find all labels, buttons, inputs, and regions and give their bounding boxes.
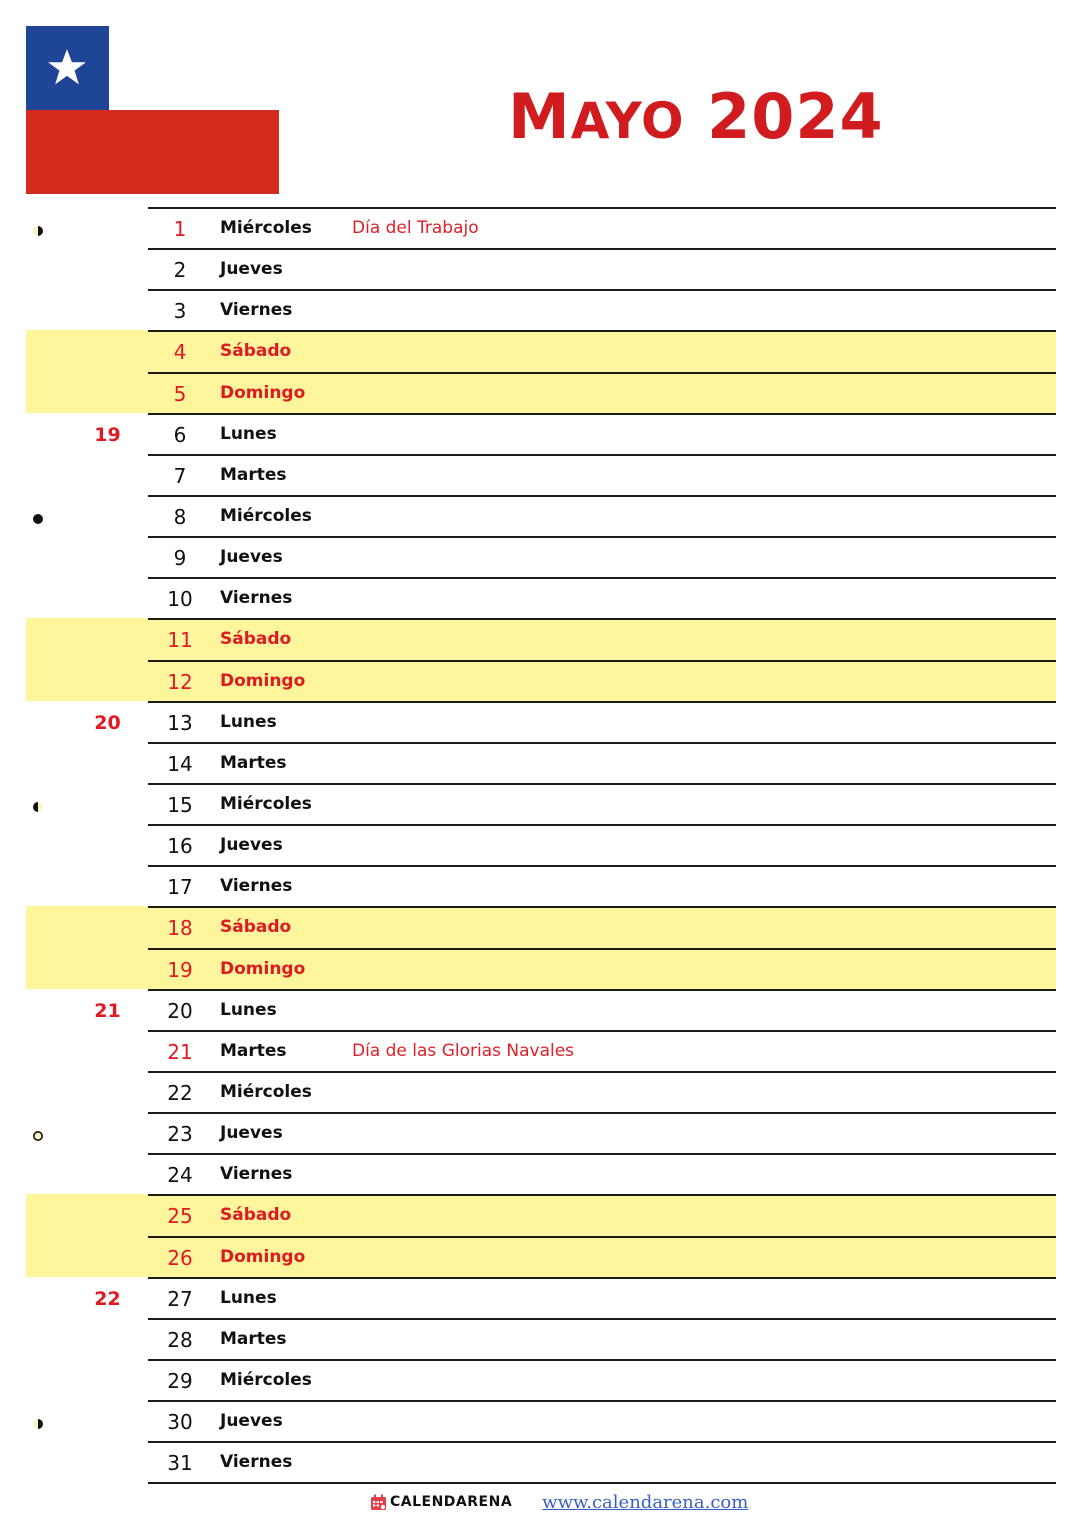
- day-number: 24: [167, 1163, 193, 1188]
- day-row: [0, 1112, 1086, 1153]
- title-year: 2024: [707, 80, 884, 153]
- day-row: [0, 742, 1086, 783]
- day-number: 12: [167, 669, 193, 694]
- day-name: Jueves: [220, 1123, 283, 1144]
- day-number: 23: [167, 1122, 193, 1147]
- day-name: Domingo: [220, 670, 306, 691]
- row-divider: [148, 289, 1056, 291]
- day-name: Lunes: [220, 1287, 277, 1308]
- row-divider: [148, 701, 1056, 703]
- day-row: [0, 989, 1086, 1030]
- holiday-label: Día del Trabajo: [352, 218, 479, 238]
- day-name: Miércoles: [220, 505, 312, 526]
- title-month-rest: AYO: [570, 92, 685, 150]
- day-name: Domingo: [220, 382, 306, 403]
- row-divider: [148, 906, 1056, 908]
- row-divider: [148, 1441, 1056, 1443]
- day-name: Domingo: [220, 958, 306, 979]
- day-list: [0, 207, 1086, 1482]
- day-row: [0, 372, 1086, 413]
- week-number: 20: [94, 711, 121, 734]
- calendar-icon: [370, 1494, 387, 1511]
- day-number: 29: [167, 1368, 193, 1393]
- day-row: [0, 1071, 1086, 1112]
- day-name: Miércoles: [220, 1081, 312, 1102]
- day-number: 17: [167, 875, 193, 900]
- week-number: 21: [94, 999, 121, 1022]
- day-row: [0, 1318, 1086, 1359]
- row-divider: [148, 1194, 1056, 1196]
- day-row: [0, 413, 1086, 454]
- day-number: 9: [173, 546, 187, 571]
- week-number: 22: [94, 1287, 121, 1310]
- row-divider: [148, 1359, 1056, 1361]
- day-name: Martes: [220, 1040, 287, 1061]
- day-number: 31: [167, 1451, 193, 1476]
- day-row: [0, 948, 1086, 989]
- day-number: 6: [173, 422, 187, 447]
- day-name: Martes: [220, 752, 287, 773]
- day-name: Viernes: [220, 300, 293, 321]
- brand-name: CALENDARENA: [390, 1494, 513, 1510]
- day-row: [0, 536, 1086, 577]
- day-number: 18: [167, 916, 193, 941]
- day-number: 11: [167, 628, 193, 653]
- day-number: 2: [173, 258, 187, 283]
- day-row: [0, 824, 1086, 865]
- day-number: 15: [167, 792, 193, 817]
- day-name: Viernes: [220, 1164, 293, 1185]
- star-icon: [46, 46, 88, 88]
- day-name: Jueves: [220, 259, 283, 280]
- footer: [370, 1490, 748, 1514]
- row-divider: [148, 1153, 1056, 1155]
- day-name: Sábado: [220, 629, 292, 650]
- day-number: 4: [173, 340, 187, 365]
- row-divider: [148, 248, 1056, 250]
- day-name: Jueves: [220, 835, 283, 856]
- day-number: 14: [167, 751, 193, 776]
- week-number: 19: [94, 423, 121, 446]
- day-row: [0, 207, 1086, 248]
- day-number: 3: [173, 299, 187, 324]
- holiday-label: Día de las Glorias Navales: [352, 1040, 575, 1061]
- row-divider: [148, 577, 1056, 579]
- day-row: [0, 618, 1086, 659]
- day-number: 27: [167, 1286, 193, 1311]
- row-divider: [148, 660, 1056, 662]
- day-row: [0, 906, 1086, 947]
- day-name: Viernes: [220, 588, 293, 609]
- row-divider: [148, 742, 1056, 744]
- row-divider: [148, 1030, 1056, 1032]
- day-name: Sábado: [220, 917, 292, 938]
- flag-red-stripe: [26, 110, 279, 194]
- day-row: [0, 1194, 1086, 1235]
- website-link[interactable]: www.calendarena.com: [542, 1491, 749, 1513]
- day-name: Sábado: [220, 341, 292, 362]
- day-name: Miércoles: [220, 218, 312, 238]
- row-divider: [148, 865, 1056, 867]
- row-divider: [148, 1112, 1056, 1114]
- day-name: Jueves: [220, 1411, 283, 1432]
- day-number: 10: [167, 587, 193, 612]
- table-bottom-line: [148, 1482, 1056, 1484]
- day-number: 5: [173, 381, 187, 406]
- day-name: Lunes: [220, 711, 277, 732]
- day-number: 8: [173, 504, 187, 529]
- day-row: [0, 865, 1086, 906]
- day-number: 20: [167, 998, 193, 1023]
- day-name: Sábado: [220, 1205, 292, 1226]
- day-row: [0, 1400, 1086, 1441]
- day-name: Domingo: [220, 1246, 306, 1267]
- day-name: Miércoles: [220, 793, 312, 814]
- day-number: 1: [173, 217, 187, 241]
- day-name: Martes: [220, 1328, 287, 1349]
- flag-canton: [26, 26, 109, 110]
- day-number: 28: [167, 1327, 193, 1352]
- row-divider: [148, 948, 1056, 950]
- day-number: 26: [167, 1245, 193, 1270]
- day-row: [0, 1030, 1086, 1071]
- title-initial: M: [508, 80, 571, 153]
- day-name: Miércoles: [220, 1369, 312, 1390]
- day-name: Viernes: [220, 876, 293, 897]
- row-divider: [148, 989, 1056, 991]
- day-row: [0, 495, 1086, 536]
- flag-white-stripe: [109, 26, 279, 110]
- day-row: [0, 454, 1086, 495]
- row-divider: [148, 207, 1056, 209]
- row-divider: [148, 413, 1056, 415]
- day-row: [0, 1359, 1086, 1400]
- day-row: [0, 783, 1086, 824]
- day-row: [0, 1441, 1086, 1482]
- row-divider: [148, 1318, 1056, 1320]
- day-number: 25: [167, 1204, 193, 1229]
- day-row: [0, 330, 1086, 371]
- day-row: [0, 577, 1086, 618]
- day-row: [0, 701, 1086, 742]
- last-quarter-icon: [32, 222, 44, 234]
- row-divider: [148, 783, 1056, 785]
- row-divider: [148, 1071, 1056, 1073]
- page-title: [508, 80, 884, 153]
- day-row: [0, 1277, 1086, 1318]
- row-divider: [148, 372, 1056, 374]
- day-number: 19: [167, 957, 193, 982]
- day-row: [0, 660, 1086, 701]
- row-divider: [148, 536, 1056, 538]
- day-row: [0, 1153, 1086, 1194]
- row-divider: [148, 1277, 1056, 1279]
- day-number: 16: [167, 834, 193, 859]
- row-divider: [148, 618, 1056, 620]
- full-moon-icon: [32, 1127, 44, 1139]
- day-row: [0, 289, 1086, 330]
- day-number: 30: [167, 1410, 193, 1435]
- row-divider: [148, 330, 1056, 332]
- day-row: [0, 248, 1086, 289]
- day-number: 7: [173, 463, 187, 488]
- day-number: 21: [167, 1039, 193, 1064]
- day-name: Viernes: [220, 1452, 293, 1473]
- row-divider: [148, 454, 1056, 456]
- chile-flag: [26, 26, 279, 194]
- row-divider: [148, 495, 1056, 497]
- day-number: 22: [167, 1080, 193, 1105]
- row-divider: [148, 1236, 1056, 1238]
- row-divider: [148, 1400, 1056, 1402]
- new-moon-icon: [32, 510, 44, 522]
- first-quarter-icon: [32, 798, 44, 810]
- last-quarter-icon: [32, 1415, 44, 1427]
- day-name: Lunes: [220, 999, 277, 1020]
- day-number: 13: [167, 710, 193, 735]
- day-name: Lunes: [220, 423, 277, 444]
- day-name: Martes: [220, 464, 287, 485]
- day-name: Jueves: [220, 547, 283, 568]
- day-row: [0, 1236, 1086, 1277]
- brand-logo: [370, 1494, 512, 1511]
- row-divider: [148, 824, 1056, 826]
